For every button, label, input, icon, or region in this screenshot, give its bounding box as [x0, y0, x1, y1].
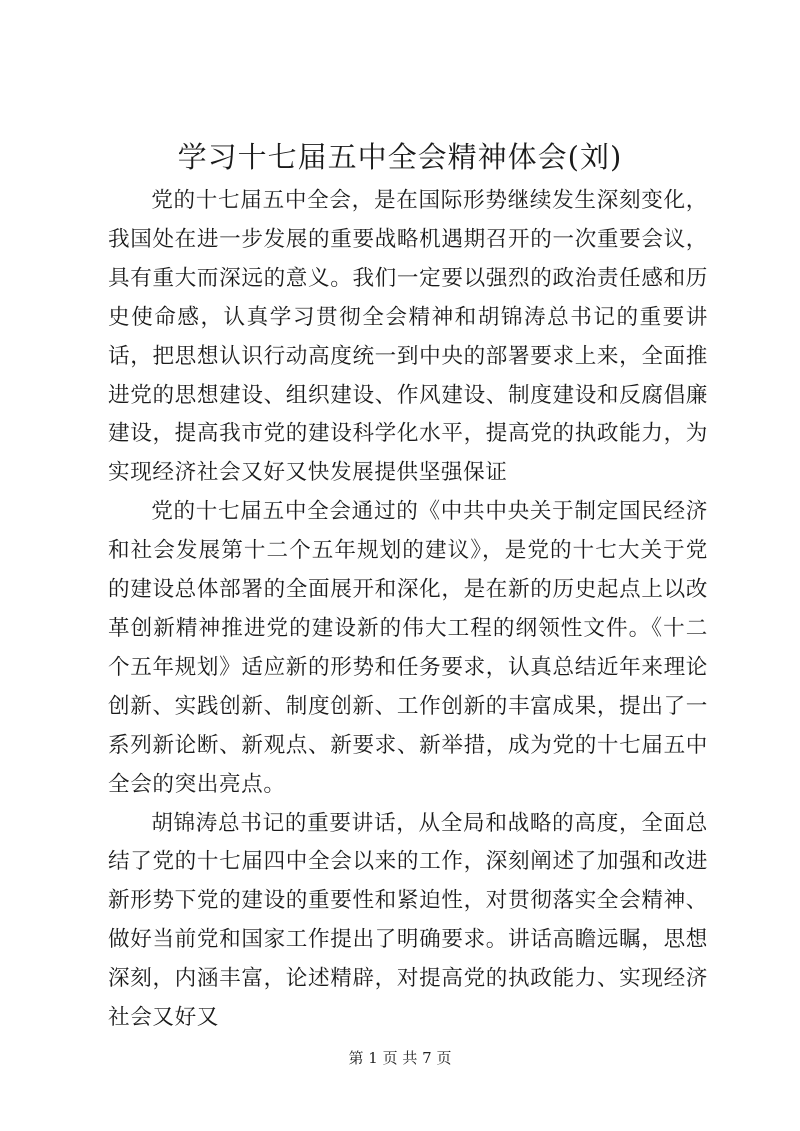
- document-title: 学习十七届五中全会精神体会(刘): [177, 140, 623, 174]
- paragraph-1: 党的十七届五中全会，是在国际形势继续发生深刻变化，我国处在进一步发展的重要战略机遇期召开的一次重要会议，具有重大而深远的意义。我们一定要以强烈的政治责任感和历史使命感，认真学习贯彻全会精神和胡锦涛总书记的重要讲话，把思想认识行动高度统一到中央的部署要求上来，全面推进党的思想建设、组织建设、作风建设、制度建设和反腐倡廉建设，提高我市党的建设科学化水平，提高党的执政能力，为实现经济社会又好又快发展提供坚强保证: [108, 188, 708, 486]
- paragraph-2: 党的十七届五中全会通过的《中共中央关于制定国民经济和社会发展第十二个五年规划的建议》，是党的十七大关于党的建设总体部署的全面展开和深化，是在新的历史起点上以改革创新精神推进党的建设新的伟大工程的纲领性文件。《十二个五年规划》适应新的形势和任务要求，认真总结近年来理论创新、实践创新、制度创新、工作创新的丰富成果，提出了一系列新论断、新观点、新要求、新举措，成为党的十七届五中全会的突出亮点。: [108, 499, 708, 797]
- page-footer: 第 1 页 共 7 页: [348, 1049, 452, 1067]
- paragraph-3: 胡锦涛总书记的重要讲话，从全局和战略的高度，全面总结了党的十七届四中全会以来的工作，深刻阐述了加强和改进新形势下党的建设的重要性和紧迫性，对贯彻落实全会精神、做好当前党和国家工作提出了明确要求。讲话高瞻远瞩，思想深刻，内涵丰富，论述精辟，对提高党的执政能力、实现经济社会又好又: [108, 810, 708, 1031]
- document-body: [108, 182, 708, 1038]
